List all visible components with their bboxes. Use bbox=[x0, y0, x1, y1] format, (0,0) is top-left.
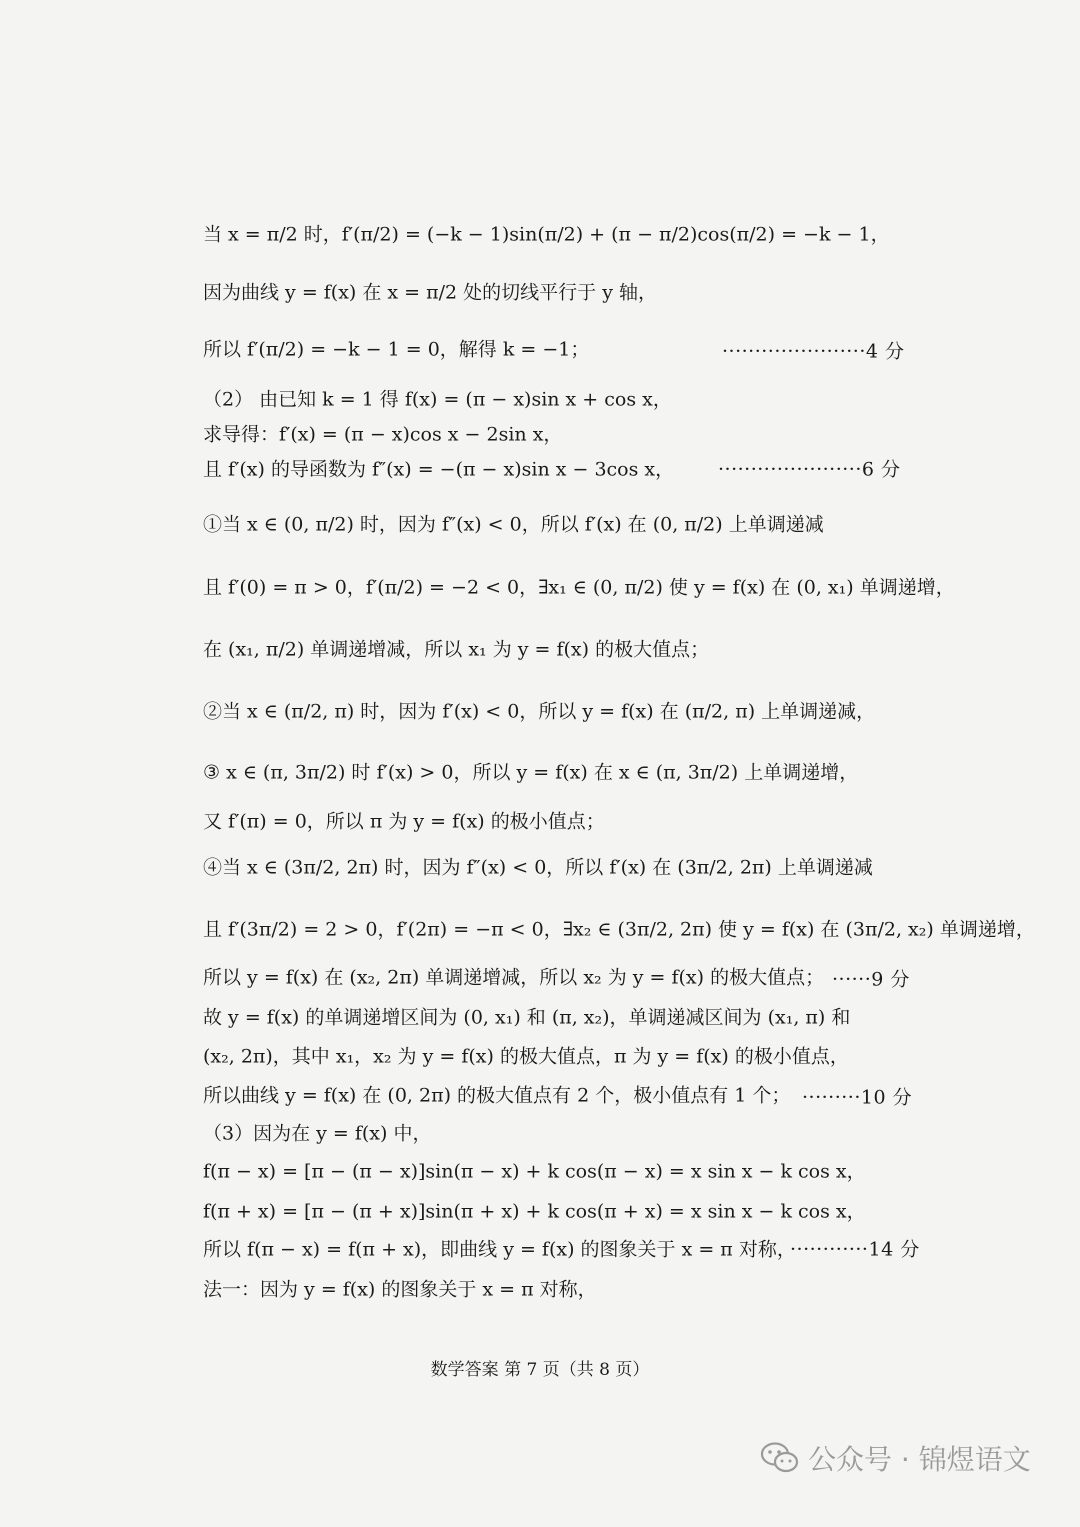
solution-line: ④当 x ∈ (3π/2, 2π) 时，因为 f″(x) < 0，所以 f′(x) 在 (3π/2, 2π) 上单调递减 bbox=[203, 856, 873, 879]
score-mark: ·········10 分 bbox=[802, 1086, 913, 1109]
solution-line: 因为曲线 y = f(x) 在 x = π/2 处的切线平行于 y 轴， bbox=[203, 281, 657, 304]
solution-line: 所以 y = f(x) 在 (x₂, 2π) 单调递增减，所以 x₂ 为 y = f(x) 的极大值点； bbox=[203, 966, 825, 989]
solution-line: 法一：因为 y = f(x) 的图象关于 x = π 对称， bbox=[203, 1278, 597, 1301]
solution-line: 当 x = π/2 时，f′(π/2) = (−k − 1)sin(π/2) + (π − π/2)cos(π/2) = −k − 1， bbox=[203, 223, 890, 246]
watermark bbox=[760, 1438, 1031, 1478]
solution-line: 又 f′(π) = 0，所以 π 为 y = f(x) 的极小值点； bbox=[203, 810, 605, 833]
solution-line: （2） 由已知 k = 1 得 f(x) = (π − x)sin x + cos x， bbox=[203, 388, 672, 411]
score-mark: ············14 分 bbox=[790, 1238, 920, 1261]
solution-line: 所以曲线 y = f(x) 在 (0, 2π) 的极大值点有 2 个，极小值点有 1 个； bbox=[203, 1084, 791, 1107]
score-mark: ······················6 分 bbox=[718, 458, 901, 481]
solution-line: ①当 x ∈ (0, π/2) 时，因为 f″(x) < 0，所以 f′(x) 在 (0, π/2) 上单调递减 bbox=[203, 513, 824, 536]
solution-line: 且 f′(3π/2) = 2 > 0，f′(2π) = −π < 0，∃x₂ ∈ (3π/2, 2π) 使 y = f(x) 在 (3π/2, x₂) 单调递增， bbox=[203, 918, 1035, 941]
watermark-text: 公众号 · 锦煜语文 bbox=[808, 1443, 1031, 1476]
solution-line: f(π + x) = [π − (π + x)]sin(π + x) + k cos(π + x) = x sin x − k cos x， bbox=[203, 1200, 866, 1223]
page-footer: 数学答案 第 7 页（共 8 页） bbox=[430, 1360, 650, 1380]
solution-line: ③ x ∈ (π, 3π/2) 时 f′(x) > 0，所以 y = f(x) 在 x ∈ (π, 3π/2) 上单调递增， bbox=[203, 761, 859, 784]
solution-line: (x₂, 2π)，其中 x₁，x₂ 为 y = f(x) 的极大值点，π 为 y = f(x) 的极小值点， bbox=[203, 1045, 849, 1068]
solution-line: 在 (x₁, π/2) 单调递增减，所以 x₁ 为 y = f(x) 的极大值点； bbox=[203, 638, 710, 661]
solution-line: f(π − x) = [π − (π − x)]sin(π − x) + k cos(π − x) = x sin x − k cos x， bbox=[203, 1160, 866, 1183]
solution-line: 故 y = f(x) 的单调递增区间为 (0, x₁) 和 (π, x₂)，单调递减区间为 (x₁, π) 和 bbox=[203, 1006, 851, 1029]
score-mark: ······9 分 bbox=[832, 968, 910, 991]
solution-line: 所以 f′(π/2) = −k − 1 = 0，解得 k = −1； bbox=[203, 338, 590, 361]
score-mark: ······················4 分 bbox=[722, 340, 905, 363]
solution-line: （3）因为在 y = f(x) 中， bbox=[203, 1122, 432, 1145]
solution-line: ②当 x ∈ (π/2, π) 时，因为 f′(x) < 0，所以 y = f(x) 在 (π/2, π) 上单调递减， bbox=[203, 700, 876, 723]
solution-line: 所以 f(π − x) = f(π + x)，即曲线 y = f(x) 的图象关于 x = π 对称， bbox=[203, 1238, 796, 1261]
solution-line: 且 f′(0) = π > 0，f′(π/2) = −2 < 0，∃x₁ ∈ (0, π/2) 使 y = f(x) 在 (0, x₁) 单调递增， bbox=[203, 576, 955, 599]
solution-line: 求导得：f′(x) = (π − x)cos x − 2sin x， bbox=[203, 423, 563, 446]
wechat-icon bbox=[760, 1441, 800, 1475]
solution-line: 且 f′(x) 的导函数为 f″(x) = −(π − x)sin x − 3cos x， bbox=[203, 458, 675, 481]
